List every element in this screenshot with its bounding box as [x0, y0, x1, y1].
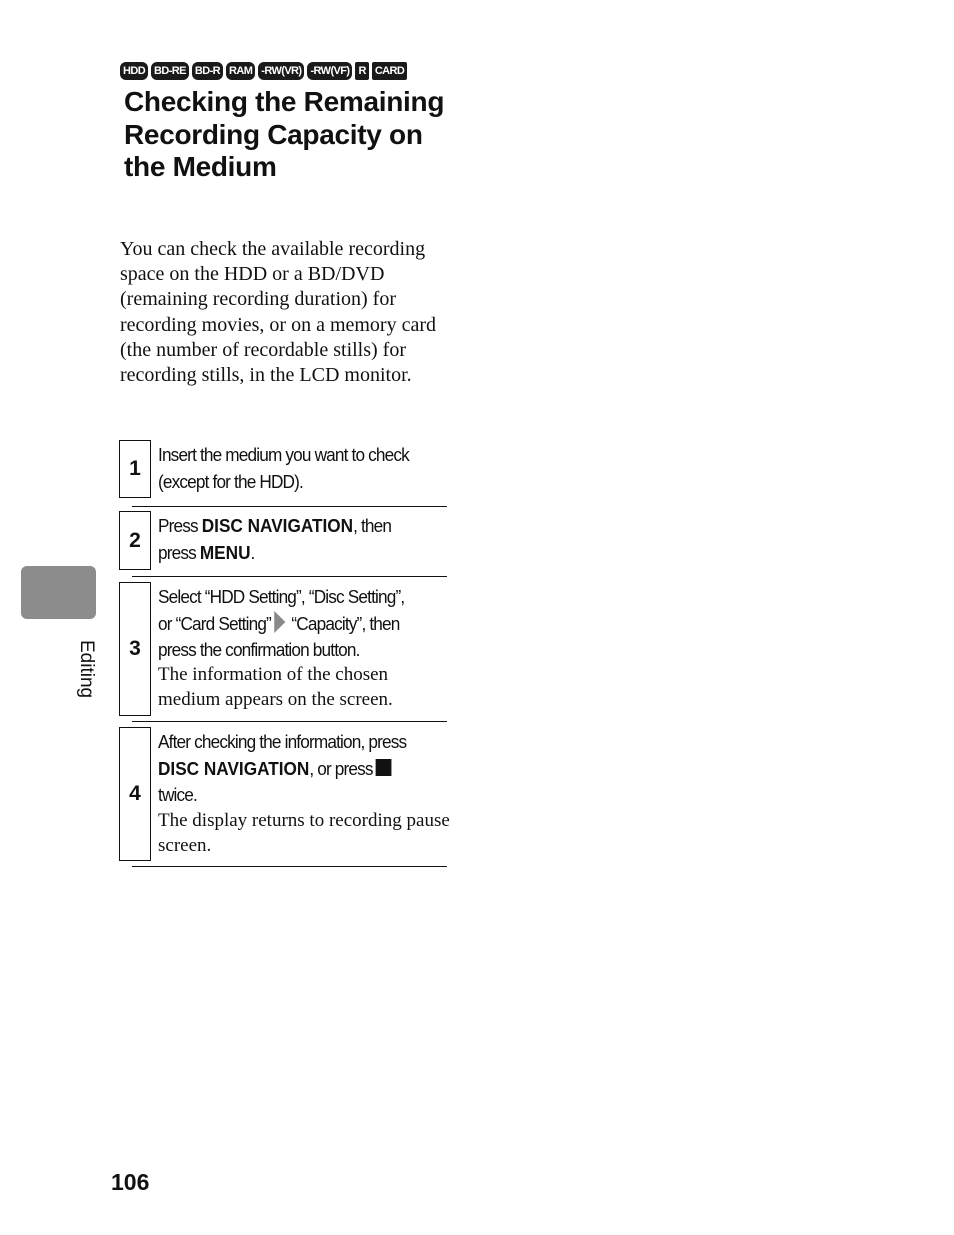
chapter-label: Editing	[76, 640, 97, 699]
step-note: The display returns to recording pause screen.	[158, 810, 450, 856]
page-title: Checking the Remaining Recording Capacity on the Medium	[124, 86, 445, 182]
step-instruction: Insert the medium you want to check (except for the HDD).	[158, 444, 409, 492]
step-divider	[132, 866, 447, 867]
step-instruction: Select “HDD Setting”, “Disc Setting”, or “Card Setting” “Capacity”, then press the confirmation button.	[158, 586, 405, 660]
page-number: 106	[111, 1169, 150, 1195]
step-2	[119, 511, 447, 579]
media-badge-rw-vr: -RW(VR)	[258, 62, 304, 80]
step-number: 1	[119, 440, 151, 498]
media-badge-rw-vf: -RW(VF)	[307, 62, 352, 80]
media-badge-ram: RAM	[226, 62, 255, 80]
arrow-right-icon	[275, 611, 286, 633]
step-divider	[132, 506, 447, 507]
menu-button-label: MENU	[199, 541, 251, 563]
step-3	[119, 582, 447, 724]
media-badge-bd-re: BD-RE	[151, 62, 189, 80]
step-note: The information of the chosen medium appears on the screen.	[158, 664, 393, 710]
step-4	[119, 727, 450, 869]
media-badge-hdd: HDD	[120, 62, 148, 80]
chapter-tab	[21, 566, 96, 619]
step-divider	[132, 576, 447, 577]
media-badge-r: R	[355, 62, 368, 80]
step-instruction: After checking the information, press DISC NAVIGATION, or press twice.	[158, 731, 407, 805]
stop-icon	[375, 759, 391, 776]
step-instruction: Press DISC NAVIGATION, then press MENU.	[158, 515, 392, 563]
step-1	[119, 440, 447, 508]
disc-navigation-button-label: DISC NAVIGATION	[201, 515, 354, 536]
intro-paragraph: You can check the available recording space on the HDD or a BD/DVD (remaining recording duration) for recording movies, or on a memory card (the number of recordable stills) for recording stills, in the LCD monitor.	[120, 238, 437, 387]
disc-navigation-button-label: DISC NAVIGATION	[158, 757, 310, 779]
media-badge-card: CARD	[372, 62, 407, 80]
media-badges	[120, 62, 407, 80]
step-number: 4	[119, 727, 151, 861]
step-divider	[132, 721, 447, 722]
step-number: 2	[119, 511, 151, 570]
step-number: 3	[119, 582, 151, 716]
media-badge-bd-r: BD-R	[192, 62, 223, 80]
